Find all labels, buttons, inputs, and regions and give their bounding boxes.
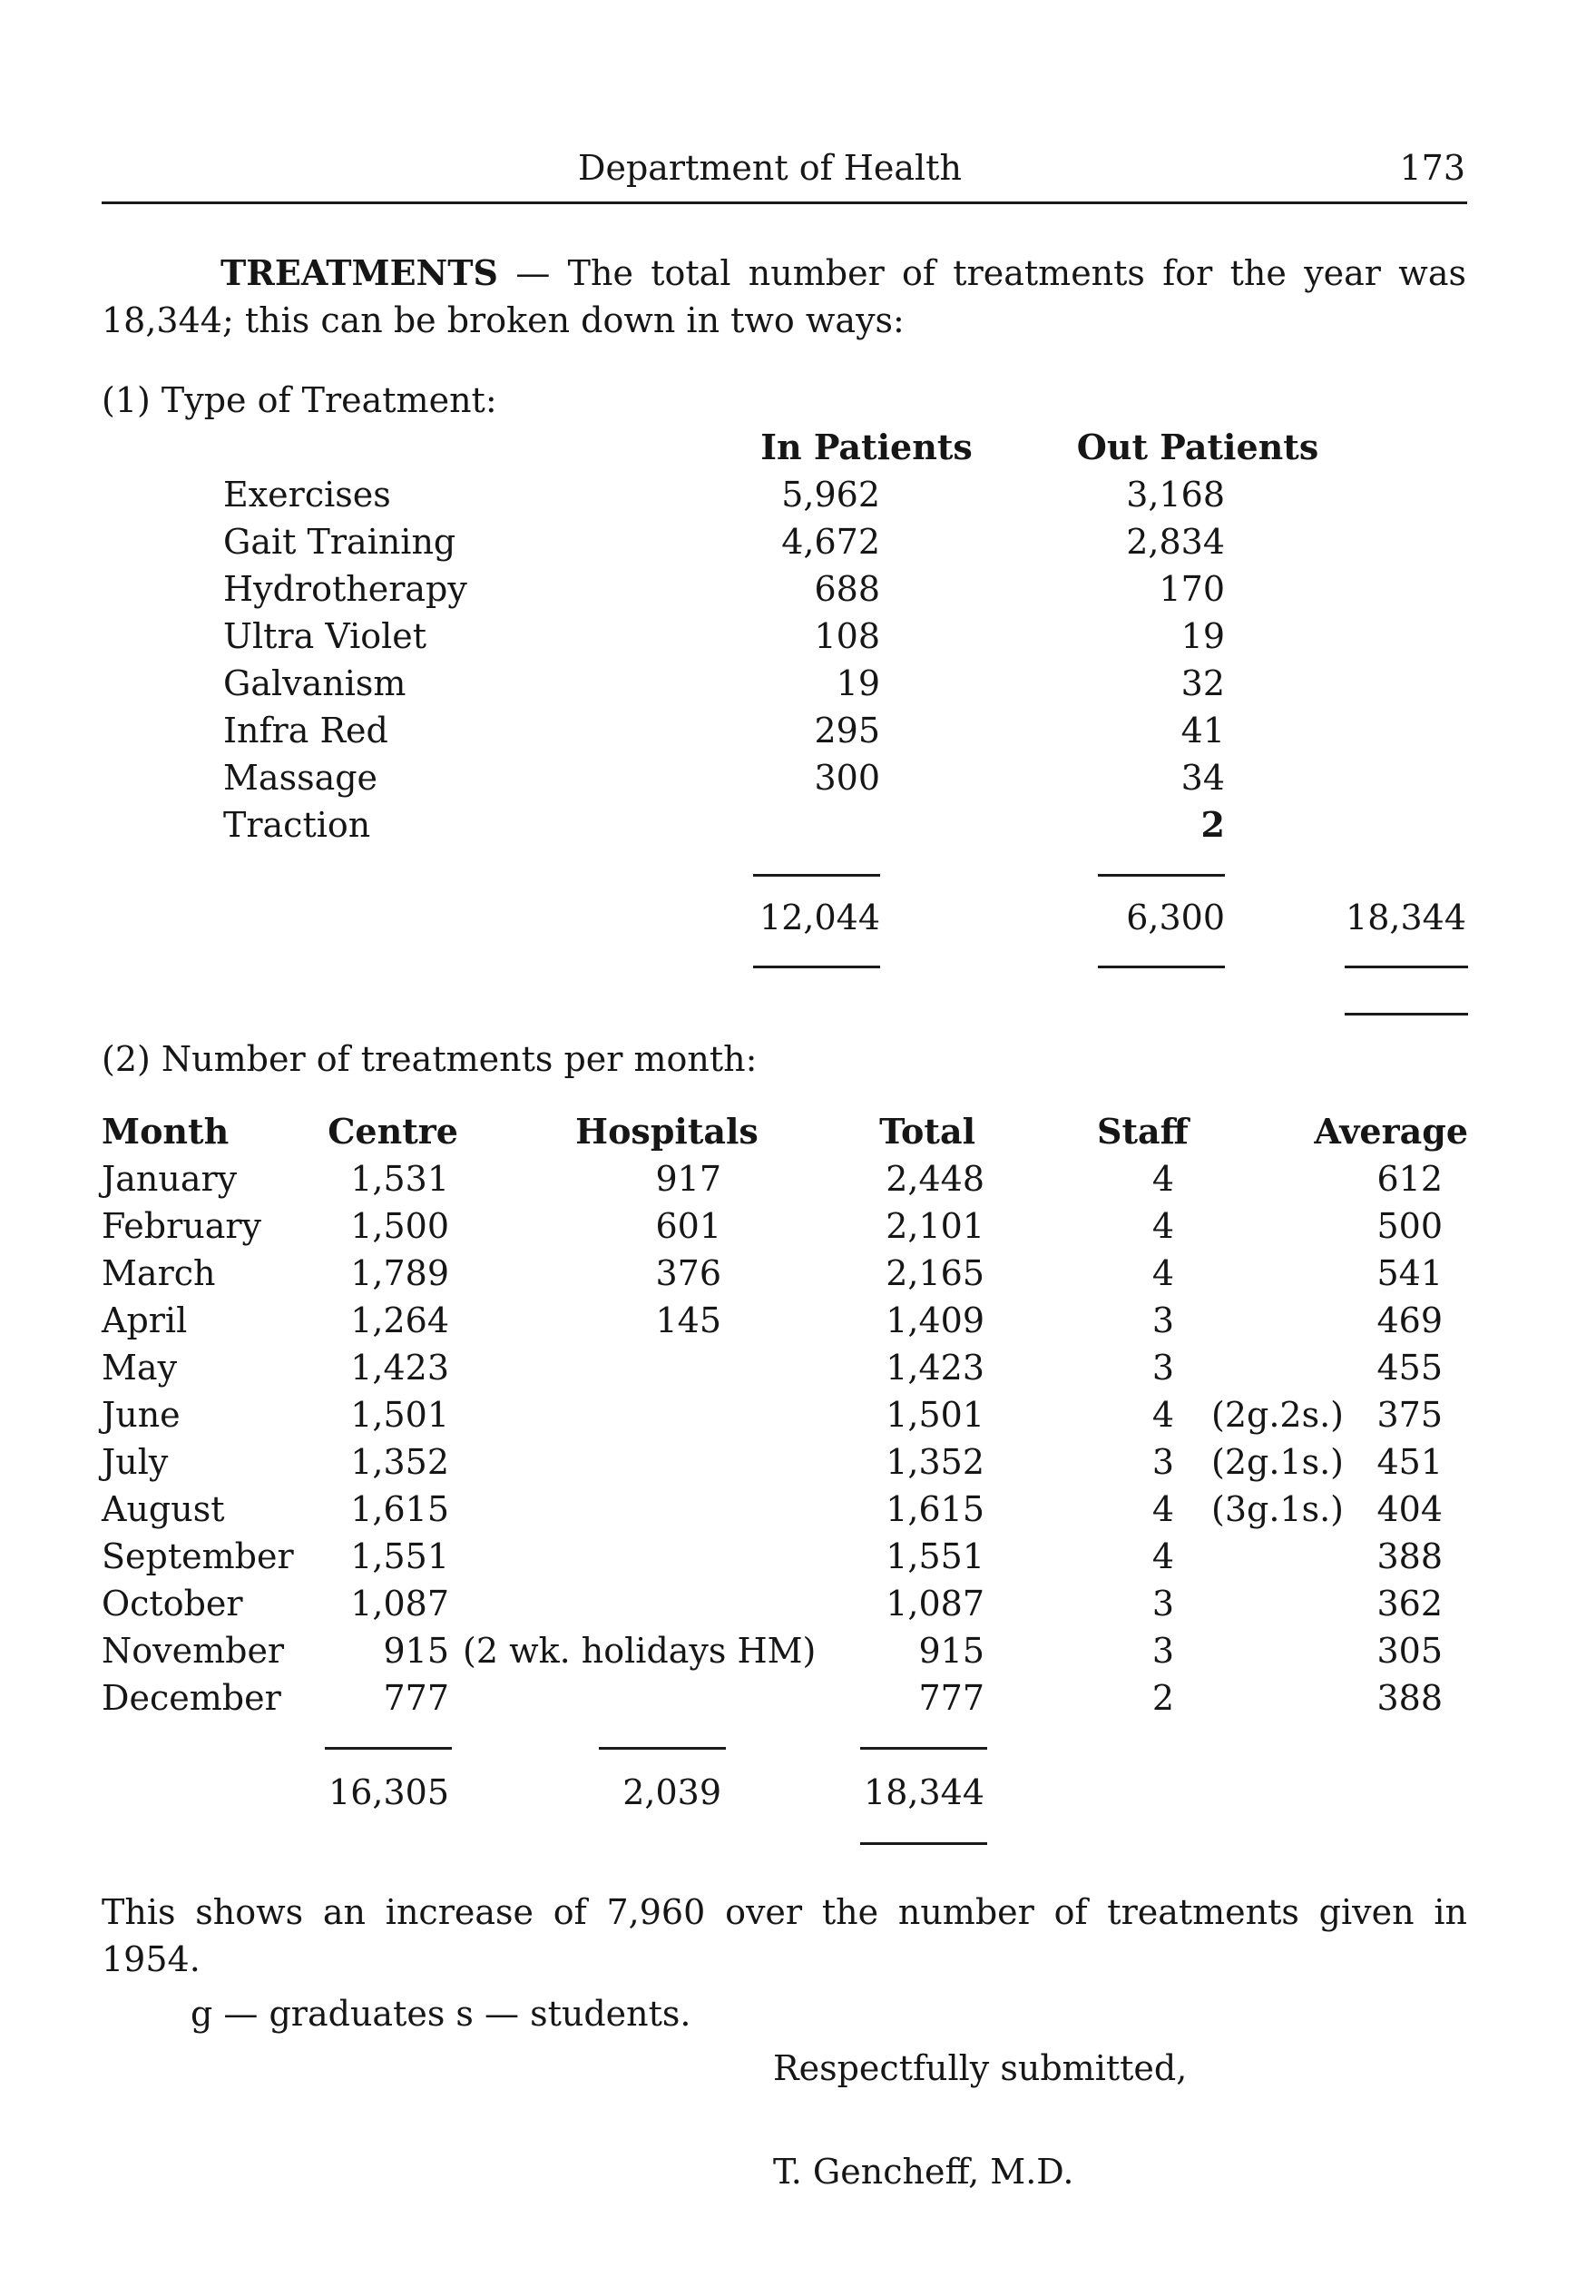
average-value: 500 <box>1376 1206 1443 1246</box>
staff-value: 4 <box>1151 1159 1174 1199</box>
col-header-centre: Centre <box>328 1111 458 1152</box>
in-patients-value: 4,672 <box>781 522 880 562</box>
average-value: 612 <box>1376 1159 1443 1199</box>
staff-value: 4 <box>1151 1489 1174 1529</box>
col-header-hospitals: Hospitals <box>575 1111 759 1152</box>
hospitals-total-rule <box>599 1747 726 1750</box>
average-value: 388 <box>1376 1678 1443 1718</box>
treatment-name: Ultra Violet <box>223 616 427 656</box>
section1-title: (1) Type of Treatment: <box>102 380 497 420</box>
staff-composition-note: (2g.2s.) <box>1211 1395 1344 1435</box>
staff-value: 4 <box>1151 1206 1174 1246</box>
staff-value: 2 <box>1151 1678 1174 1718</box>
month-name: July <box>102 1442 169 1482</box>
out-patients-total: 6,300 <box>1126 898 1225 937</box>
intro-line-2: 18,344; this can be broken down in two ways: <box>102 300 905 340</box>
header-rule <box>102 201 1467 204</box>
intro-heading: TREATMENTS <box>220 252 498 293</box>
month-name: November <box>102 1631 285 1671</box>
average-value: 541 <box>1376 1253 1443 1293</box>
total-value: 1,087 <box>886 1584 984 1624</box>
month-name: February <box>102 1206 262 1246</box>
centre-value: 1,087 <box>350 1584 449 1624</box>
centre-value: 1,500 <box>350 1206 449 1246</box>
total-value: 1,423 <box>886 1348 984 1388</box>
month-name: January <box>102 1159 238 1199</box>
intro-line-1 <box>220 252 1466 293</box>
month-name: August <box>102 1489 225 1529</box>
centre-value: 1,615 <box>350 1489 449 1529</box>
signature: T. Gencheff, M.D. <box>773 2152 1074 2192</box>
centre-value: 1,264 <box>350 1300 449 1340</box>
treatment-name: Exercises <box>223 475 391 515</box>
total-value: 1,352 <box>886 1442 984 1482</box>
centre-value: 1,501 <box>350 1395 449 1435</box>
treatment-name: Infra Red <box>223 711 388 751</box>
total-value: 777 <box>918 1678 984 1718</box>
hospitals-value: 601 <box>655 1206 721 1246</box>
hospitals-value: 376 <box>655 1253 721 1293</box>
out-total-rule-bottom <box>1098 966 1225 968</box>
col-header-out-patients: Out Patients <box>1076 427 1319 467</box>
abbreviation-legend: g — graduates s — students. <box>191 1994 691 2034</box>
intro-text-1: — The total number of treatments for the year was <box>515 253 1466 293</box>
in-patients-value: 295 <box>814 711 880 751</box>
hospitals-total: 2,039 <box>622 1772 721 1812</box>
page-number: 173 <box>1399 148 1465 188</box>
centre-value: 1,789 <box>350 1253 449 1293</box>
grand-total-rule-2 <box>1345 1013 1468 1016</box>
in-total-rule-top <box>753 874 880 877</box>
out-patients-value: 2 <box>1200 804 1225 845</box>
total-value: 1,501 <box>886 1395 984 1435</box>
monthly-grand-total-rule <box>860 1842 987 1845</box>
centre-value: 777 <box>383 1678 449 1718</box>
out-patients-value: 170 <box>1159 569 1225 609</box>
total-total-rule <box>860 1747 987 1750</box>
col-header-total: Total <box>879 1111 975 1152</box>
hospitals-value: 145 <box>655 1300 721 1340</box>
month-name: May <box>102 1348 178 1388</box>
total-value: 1,551 <box>886 1536 984 1576</box>
hospitals-value: 917 <box>655 1159 721 1199</box>
treatment-name: Gait Training <box>223 522 456 562</box>
centre-value: 1,352 <box>350 1442 449 1482</box>
centre-value: 1,531 <box>350 1159 449 1199</box>
staff-value: 4 <box>1151 1253 1174 1293</box>
in-patients-value: 688 <box>814 569 880 609</box>
total-value: 915 <box>918 1631 984 1671</box>
staff-value: 4 <box>1151 1536 1174 1576</box>
holiday-note: (2 wk. holidays HM) <box>463 1631 817 1671</box>
col-header-in-patients: In Patients <box>760 427 973 467</box>
in-patients-value: 19 <box>836 663 880 703</box>
treatments-grand-total: 18,344 <box>1346 898 1466 937</box>
centre-value: 1,423 <box>350 1348 449 1388</box>
centre-value: 915 <box>383 1631 449 1671</box>
average-value: 455 <box>1376 1348 1443 1388</box>
out-patients-value: 32 <box>1180 663 1225 703</box>
increase-statement-line-2: 1954. <box>102 1939 201 1979</box>
in-patients-total: 12,044 <box>759 898 880 937</box>
signoff: Respectfully submitted, <box>773 2048 1188 2088</box>
col-header-average: Average <box>1314 1111 1468 1152</box>
monthly-grand-total: 18,344 <box>864 1772 984 1812</box>
centre-value: 1,551 <box>350 1536 449 1576</box>
month-name: December <box>102 1678 281 1718</box>
total-value: 1,409 <box>886 1300 984 1340</box>
out-total-rule-top <box>1098 874 1225 877</box>
month-name: April <box>102 1300 188 1340</box>
staff-value: 3 <box>1151 1300 1174 1340</box>
col-header-staff: Staff <box>1097 1111 1189 1152</box>
treatment-name: Hydrotherapy <box>223 569 467 609</box>
average-value: 362 <box>1376 1584 1443 1624</box>
out-patients-value: 2,834 <box>1126 522 1225 562</box>
col-header-month: Month <box>102 1111 230 1152</box>
total-value: 2,448 <box>886 1159 984 1199</box>
staff-composition-note: (3g.1s.) <box>1211 1489 1344 1529</box>
total-value: 2,101 <box>886 1206 984 1246</box>
out-patients-value: 34 <box>1180 758 1225 798</box>
month-name: March <box>102 1253 216 1293</box>
staff-value: 3 <box>1151 1584 1174 1624</box>
month-name: October <box>102 1584 243 1624</box>
total-value: 1,615 <box>886 1489 984 1529</box>
out-patients-value: 3,168 <box>1126 475 1225 515</box>
staff-value: 3 <box>1151 1348 1174 1388</box>
staff-value: 3 <box>1151 1631 1174 1671</box>
staff-value: 3 <box>1151 1442 1174 1482</box>
average-value: 404 <box>1376 1489 1443 1529</box>
centre-total-rule <box>325 1747 452 1750</box>
month-name: June <box>102 1395 181 1435</box>
staff-composition-note: (2g.1s.) <box>1211 1442 1344 1482</box>
increase-statement-line-1: This shows an increase of 7,960 over the number of treatments given in <box>102 1892 1467 1932</box>
section2-title: (2) Number of treatments per month: <box>102 1039 758 1079</box>
total-value: 2,165 <box>886 1253 984 1293</box>
in-patients-value: 108 <box>814 616 880 656</box>
average-value: 305 <box>1376 1631 1443 1671</box>
centre-total: 16,305 <box>328 1772 449 1812</box>
staff-value: 4 <box>1151 1395 1174 1435</box>
treatment-name: Galvanism <box>223 663 406 703</box>
grand-total-rule-1 <box>1345 966 1468 968</box>
treatment-name: Massage <box>223 758 378 798</box>
treatment-name: Traction <box>223 805 371 845</box>
in-total-rule-bottom <box>753 966 880 968</box>
month-name: September <box>102 1536 294 1576</box>
average-value: 388 <box>1376 1536 1443 1576</box>
in-patients-value: 300 <box>814 758 880 798</box>
out-patients-value: 19 <box>1180 616 1225 656</box>
average-value: 469 <box>1376 1300 1443 1340</box>
running-header: Department of Health <box>578 148 962 188</box>
average-value: 451 <box>1376 1442 1443 1482</box>
out-patients-value: 41 <box>1180 711 1225 751</box>
average-value: 375 <box>1376 1395 1443 1435</box>
in-patients-value: 5,962 <box>781 475 880 515</box>
